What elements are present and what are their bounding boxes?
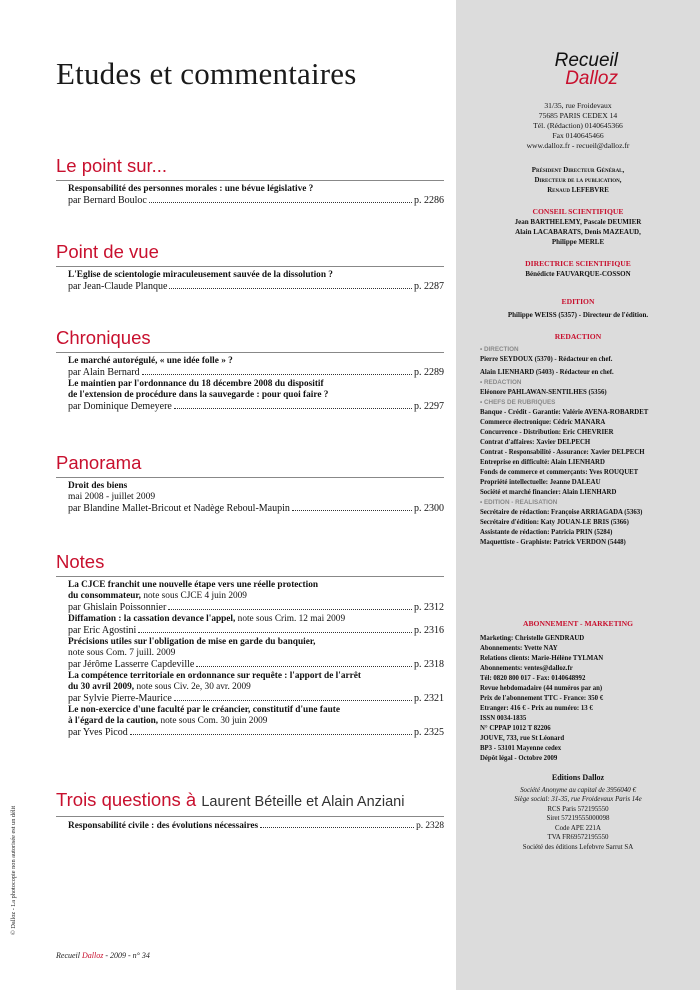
entry-title-part: à l'égard de la caution, <box>68 716 159 726</box>
divider <box>56 180 444 181</box>
page-title: Etudes et commentaires <box>56 56 357 91</box>
staff-line: Secrétaire de rédaction: Françoise ARRIAGADA (5363) <box>480 509 643 516</box>
staff-line: Contrat - Responsabilité - Assurance: Xavier DELPECH <box>480 449 645 456</box>
address-line: 31/35, rue Froidevaux <box>544 101 612 110</box>
entry-title-line <box>68 614 444 625</box>
entry-line <box>68 195 444 207</box>
direction-category: • DIRECTION <box>480 345 690 355</box>
logo-recueil: Recueil <box>554 50 618 71</box>
editions-line: Siret 57219555000098 <box>546 815 610 822</box>
address-line: Fax 0140645466 <box>552 131 604 140</box>
entry-line <box>68 820 444 832</box>
toc-entry[interactable] <box>56 614 444 637</box>
dot-leader <box>174 408 412 409</box>
staff-line: Société et marché financier: Alain LIENHARD <box>480 489 617 496</box>
entry-note: note sous Com. 7 juill. 2009 <box>68 648 176 658</box>
entry-title: L'Eglise de scientologie miraculeusement sauvée de la dissolution ? <box>68 270 333 280</box>
entry-note: note sous Com. 30 juin 2009 <box>160 716 268 726</box>
staff-line: Pierre SEYDOUX (5370) - Rédacteur en chef. <box>480 356 613 363</box>
section-chroniques <box>56 327 444 413</box>
toc-entry[interactable] <box>56 671 444 705</box>
dot-leader <box>292 510 412 511</box>
editions-block <box>456 773 700 852</box>
conseil-heading: CONSEIL SCIENTIFIQUE <box>532 207 624 216</box>
chefs-category: • CHEFS DE RUBRIQUES <box>480 398 690 408</box>
entry-page: p. 2297 <box>414 401 444 412</box>
entry-line <box>68 602 444 614</box>
entry-page: p. 2325 <box>414 727 444 738</box>
info-line: ISSN 0034-1835 <box>480 715 527 722</box>
president-block <box>456 166 700 196</box>
redaction-heading-block <box>456 332 700 342</box>
masthead-sidebar <box>456 0 700 990</box>
staff-line: Commerce électronique: Cédric MANARA <box>480 419 606 426</box>
entry-page: p. 2321 <box>414 693 444 704</box>
entry-title: Le maintien par l'ordonnance du 18 décembre 2008 du dispositif <box>68 379 324 389</box>
address-line[interactable]: www.dalloz.fr - recueil@dalloz.fr <box>526 141 630 150</box>
conseil-line: Philippe MERLE <box>551 238 605 246</box>
entry-line <box>68 727 444 739</box>
dot-leader <box>130 734 412 735</box>
section-panorama <box>56 452 444 515</box>
staff-line: Secrétaire d'édition: Katy JOUAN-LE BRIS (5366) <box>480 519 629 526</box>
section-le-point-sur <box>56 155 444 207</box>
entry-title-line <box>68 682 444 693</box>
dot-leader <box>138 632 412 633</box>
edition-realisation-category: • EDITION - REALISATION <box>480 498 690 508</box>
staff-line: Maquettiste - Graphiste: Patrick VERDON (5448) <box>480 539 626 546</box>
edition-line: Philippe WEISS (5357) - Directeur de l'édition. <box>507 311 649 319</box>
entry-title: La compétence territoriale en ordonnance sur requête : l'apport de l'arrêt <box>68 671 361 681</box>
info-line: Tél: 0820 800 017 - Fax: 0140648992 <box>480 675 586 682</box>
redaction-heading: REDACTION <box>554 332 602 341</box>
entry-title-line <box>68 591 444 602</box>
info-line[interactable]: Abonnements: ventes@dalloz.fr <box>480 665 573 672</box>
toc-entry[interactable] <box>56 184 444 207</box>
redaction-category: • REDACTION <box>480 378 690 388</box>
entry-page: p. 2300 <box>414 503 444 514</box>
entry-line <box>68 503 444 515</box>
staff-line: Assistante de rédaction: Patricia PRIN (5284) <box>480 529 613 536</box>
toc-entry[interactable] <box>56 820 444 832</box>
logo-dalloz: Dalloz <box>565 68 618 89</box>
dot-leader <box>169 288 412 289</box>
info-line: Revue hebdomadaire (44 numéros par an) <box>480 685 603 692</box>
entry-author: par Jean-Claude Planque <box>68 281 168 292</box>
section-title: Notes <box>56 551 105 572</box>
staff-line: Propriété intellectuelle: Jeanne DALEAU <box>480 479 601 486</box>
entry-title: Responsabilité des personnes morales : une bévue législative ? <box>68 184 314 194</box>
section-guests: Laurent Béteille et Alain Anziani <box>201 794 405 810</box>
president-line: Directeur de la publication, <box>534 177 622 184</box>
entry-title-line <box>68 716 444 727</box>
info-line: BP3 - 53101 Mayenne cedex <box>480 745 562 752</box>
entry-page: p. 2289 <box>414 367 444 378</box>
footer-dalloz: Dalloz <box>81 951 104 960</box>
entry-author: par Jérôme Lasserre Capdeville <box>68 659 195 670</box>
entry-title: La CJCE franchit une nouvelle étape vers une réelle protection <box>68 580 319 590</box>
staff-line: Banque - Crédit - Garantie: Valérie AVENA-ROBARDET <box>480 409 649 416</box>
editions-line: Code APE 221A <box>555 824 601 832</box>
section-title-line <box>56 789 444 813</box>
entry-line <box>68 281 444 293</box>
entry-title: Droit des biens <box>68 481 128 491</box>
dot-leader <box>142 374 412 375</box>
entry-page: p. 2328 <box>416 821 444 831</box>
toc-entry[interactable] <box>56 270 444 293</box>
editions-line: Société Anonyme au capital de 3956040 € <box>520 786 636 794</box>
entry-title: Précisions utiles sur l'obligation de mise en garde du banquier, <box>68 637 316 647</box>
toc-entry[interactable] <box>56 637 444 671</box>
abonnement-heading: ABONNEMENT - MARKETING <box>523 619 633 628</box>
entry-author: par Dominique Demeyere <box>68 401 172 412</box>
entry-note: note sous Crim. 12 mai 2009 <box>237 614 346 624</box>
info-line: Marketing: Christelle GENDRAUD <box>480 635 585 642</box>
page-footer <box>56 951 150 960</box>
section-title: Point de vue <box>56 241 159 262</box>
toc-entry[interactable] <box>56 580 444 614</box>
info-line: Etranger: 416 € - Prix au numéro: 13 € <box>480 705 593 712</box>
entry-line <box>68 367 444 379</box>
entry-page: p. 2287 <box>414 281 444 292</box>
president-line: Président Directeur Général, <box>531 167 625 174</box>
section-title: Trois questions à <box>56 789 197 810</box>
dot-leader <box>260 827 414 828</box>
entry-page: p. 2286 <box>414 195 444 206</box>
toc-entry[interactable] <box>56 705 444 739</box>
directrice-name: Bénédicte FAUVARQUE-COSSON <box>525 270 631 278</box>
edition-heading: EDITION <box>561 297 595 306</box>
divider <box>56 576 444 577</box>
divider <box>56 266 444 267</box>
divider <box>56 352 444 353</box>
abonnement-block <box>480 634 690 764</box>
toc-entry[interactable] <box>56 481 444 515</box>
entry-author: par Eric Agostini <box>68 625 137 636</box>
edition-block <box>456 297 700 320</box>
section-title: Panorama <box>56 452 142 473</box>
entry-line <box>68 659 444 671</box>
address-line: Tél. (Rédaction) 0140645366 <box>533 121 623 130</box>
entry-title: Responsabilité civile : des évolutions nécessaires <box>68 821 259 831</box>
section-title: Le point sur... <box>56 155 168 176</box>
entry-title: Le non-exercice d'une faculté par le créancier, constitutif d'une faute <box>68 705 340 715</box>
editions-line: Société des éditions Lefebvre Sarrut SA <box>522 843 634 851</box>
address-line: 75685 PARIS CEDEX 14 <box>538 111 618 120</box>
conseil-block <box>456 207 700 247</box>
entry-line <box>68 693 444 705</box>
editions-line: RCS Paris 572195550 <box>547 805 609 813</box>
entry-author: par Bernard Bouloc <box>68 195 147 206</box>
conseil-line: Jean BARTHELEMY, Pascale DEUMIER <box>514 218 642 226</box>
copyright-note: © Dalloz - La photocopie non autorisée est un délit <box>10 805 17 935</box>
entry-author: par Blandine Mallet-Bricout et Nadège Reboul-Maupin <box>68 503 290 514</box>
directrice-heading: DIRECTRICE SCIENTIFIQUE <box>525 259 631 268</box>
entry-title: de l'extension de procédure dans la sauvegarde : pour quoi faire ? <box>68 390 329 400</box>
entry-line <box>68 401 444 413</box>
editions-line: Siège social: 31-35, rue Froidevaux Paris 14e <box>514 796 642 803</box>
entry-author: par Alain Bernard <box>68 367 140 378</box>
info-line: N° CPPAP 1012 T 82206 <box>480 725 551 732</box>
dot-leader <box>196 666 412 667</box>
editions-line: TVA FR69572195550 <box>547 834 609 841</box>
section-trois-questions <box>56 789 444 832</box>
toc-entry[interactable] <box>56 356 444 379</box>
staff-line: Eléonore PAHLAWAN-SENTILHES (5356) <box>480 389 607 396</box>
president-line: Renaud LEFEBVRE <box>547 187 609 194</box>
staff-line: Fonds de commerce et commerçants: Yves ROUQUET <box>480 469 639 476</box>
info-line: Prix de l'abonnement TTC - France: 350 € <box>480 695 604 702</box>
entry-author: par Sylvie Pierre-Maurice <box>68 693 172 704</box>
dot-leader <box>174 700 412 701</box>
entry-title-part: Diffamation : la cassation devance l'appel, <box>68 614 236 624</box>
staff-line: Alain LIENHARD (5403) - Rédacteur en chef. <box>480 369 614 376</box>
entry-page: p. 2318 <box>414 659 444 670</box>
info-line: Abonnements: Yvette NAY <box>480 645 558 652</box>
section-notes <box>56 551 444 739</box>
staff-line: Concurrence - Distribution: Eric CHEVRIER <box>480 429 614 436</box>
info-line: JOUVE, 733, rue St Léonard <box>480 735 565 742</box>
directrice-block <box>456 259 700 279</box>
entry-title-part: du consommateur, <box>68 591 142 601</box>
info-line: Dépôt légal - Octobre 2009 <box>480 755 558 762</box>
entry-author: par Yves Picod <box>68 727 128 738</box>
info-line: Relations clients: Marie-Hélène TYLMAN <box>480 655 604 662</box>
staff-line: Contrat d'affaires: Xavier DELPECH <box>480 439 591 446</box>
dot-leader <box>168 609 412 610</box>
footer-issue: - 2009 - n° 34 <box>103 951 150 960</box>
staff-block <box>480 345 690 548</box>
address-block <box>456 101 700 151</box>
abonnement-heading-block <box>456 619 700 629</box>
entry-line <box>68 625 444 637</box>
entry-author: par Ghislain Poissonnier <box>68 602 167 613</box>
entry-note: note sous Civ. 2e, 30 avr. 2009 <box>136 682 251 692</box>
staff-line: Entreprise en difficulté: Alain LIENHARD <box>480 459 605 466</box>
divider <box>56 477 444 478</box>
logo <box>528 52 618 88</box>
entry-period: mai 2008 - juillet 2009 <box>68 492 156 502</box>
dot-leader <box>149 202 412 203</box>
editions-heading: Editions Dalloz <box>551 773 605 782</box>
section-title: Chroniques <box>56 327 151 348</box>
section-point-de-vue <box>56 241 444 293</box>
conseil-line: Alain LACABARATS, Denis MAZEAUD, <box>515 228 641 236</box>
toc-entry[interactable] <box>56 379 444 413</box>
entry-page: p. 2316 <box>414 625 444 636</box>
footer-recueil: Recueil <box>56 951 80 960</box>
entry-note: note sous CJCE 4 juin 2009 <box>143 591 247 601</box>
entry-title: Le marché autorégulé, « une idée folle » ? <box>68 356 233 366</box>
entry-title-part: du 30 avril 2009, <box>68 682 135 692</box>
divider <box>56 816 444 817</box>
entry-page: p. 2312 <box>414 602 444 613</box>
